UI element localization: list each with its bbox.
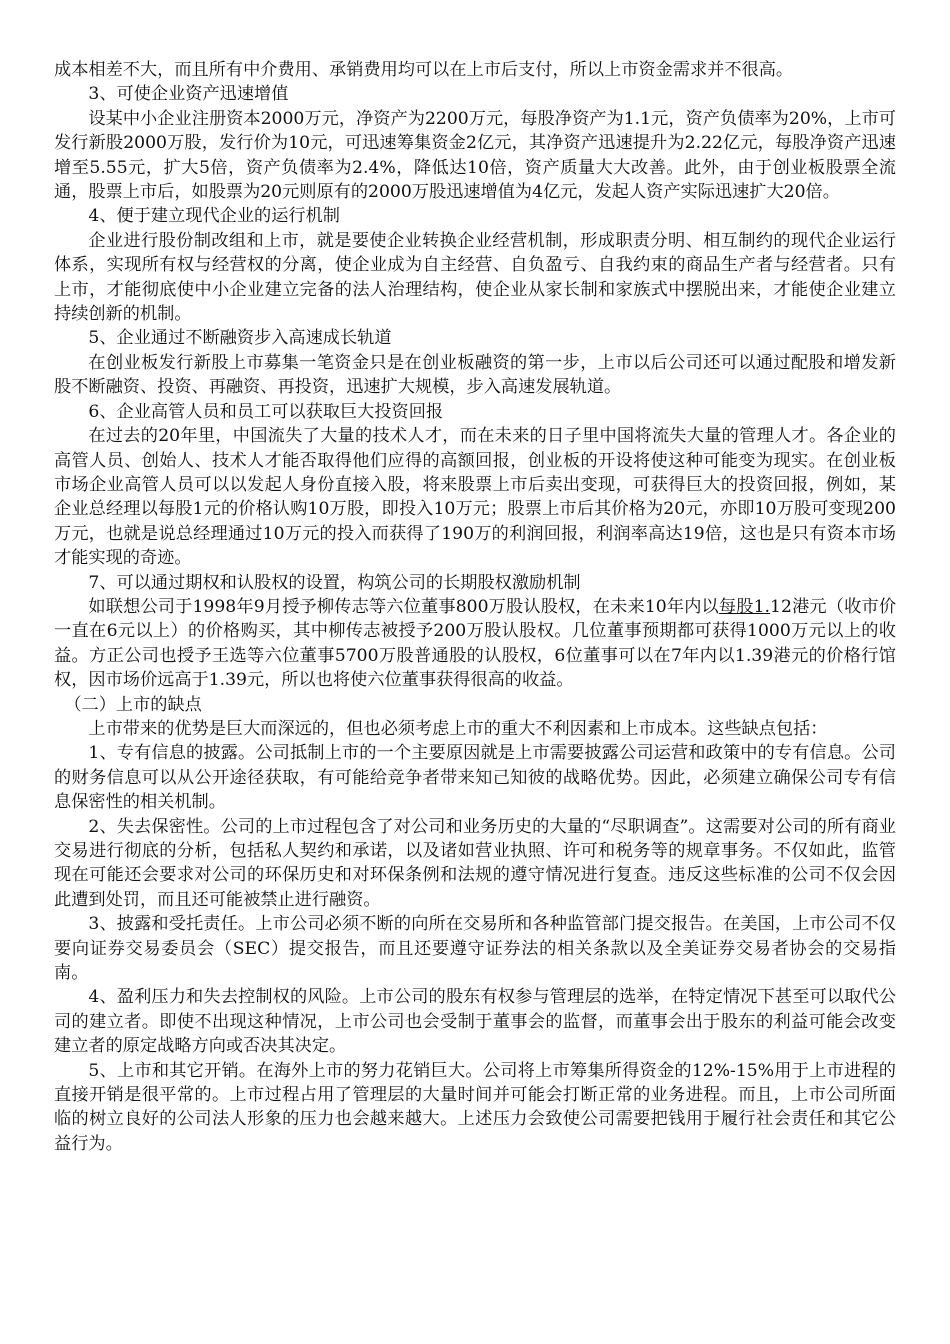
subheading-continuous-financing: 5、企业通过不断融资步入高速成长轨道: [88, 328, 392, 349]
paragraph-modern-enterprise: 企业进行股份制改组和上市，就是要使企业转换企业经营机制，形成职责分明、相互制约的现代企业运行体系，实现所有权与经营权的分离，使企业成为自主经营、自负盈亏、自我约束的商品生产者与经营者。只有上市，才能彻底使中小企业建立完备的法人治理结构，使企业从家长制和家族式中摆脱出来，才能使企业建立持续创新的机制。: [54, 230, 896, 325]
subheading-asset-appreciation: 3、可使企业资产迅速增值: [88, 84, 289, 105]
paragraph-stock-options: [54, 595, 896, 693]
stock-options-text-a: 如联想公司于1998年9月授予柳传志等六位董事800万股认股权，在未来10年内以: [88, 596, 719, 617]
section-heading-disadvantages: （二）上市的缺点: [64, 694, 202, 715]
paragraph-disadvantages-intro: 上市带来的优势是巨大而深远的，但也必须考虑上市的重大不利因素和上市成本。这些缺点包括：: [88, 718, 828, 739]
stock-options-text-b: 12港元（收市价一直在6元以上）的价格购买，其中柳传志被授予200万股认股权。几位董事预期都可获得1000万元以上的收益。方正公司也授予王选等六位董事5700万股普通股的认股权，6位董事可以在7年内以1.39港元的价格行馆权，因市场价远高于1.39元，所以也将使六位董事获得很高的收益。: [54, 596, 897, 691]
subheading-modern-enterprise: 4、便于建立现代企业的运行机制: [88, 206, 340, 227]
paragraph-confidentiality: 2、失去保密性。公司的上市过程包含了对公司和业务历史的大量的“尽职调查”。这需要对公司的所有商业交易进行彻底的分析，包括私人契约和承诺，以及诸如营业执照、许可和税务等的规章事务。不仅如此，监管现在可能还会要求对公司的环保历史和对环保条例和法规的遵守情况进行复查。违反这些标准的公司不仅会因此遭到处罚，而且还可能被禁止进行融资。: [54, 816, 896, 910]
paragraph-disclosure: 1、专有信息的披露。公司抵制上市的一个主要原因就是上市需要披露公司运营和政策中的专有信息。公司的财务信息可以从公开途径获取，有可能给竞争者带来知己知彼的战略优势。因此，必须建立确保公司专有信息保密性的相关机制。: [54, 743, 896, 813]
paragraph-continuous-financing: 在创业板发行新股上市募集一笔资金只是在创业板融资的第一步，上市以后公司还可以通过配股和增发新股不断融资、投资、再融资、再投资，迅速扩大规模，步入高速发展轨道。: [54, 352, 896, 398]
paragraph-asset-appreciation: 设某中小企业注册资本2000万元，净资产为2200万元，每股净资产为1.1元，资产负债率为20%，上市可发行新股2000万股，发行价为10元，可迅速筹集资金2亿元，其净资产迅速提升为2.22亿元，每股净资产迅速增至5.55元，扩大5倍，资产负债率为2.4%，降低达10倍，资产质量大大改善。此外，由于创业板股票全流通，股票上市后，如股票为20元则原有的2000万股迅速增值为4亿元，发起人资产实际迅速扩大20倍。: [54, 108, 896, 203]
paragraph-listing-costs: 5、上市和其它开销。在海外上市的努力花销巨大。公司将上市筹集所得资金的12%-15%用于上市进程的直接开销是很平常的。上市过程占用了管理层的大量时间并可能会打断正常的业务进程。而且，上市公司所面临的树立良好的公司法人形象的压力也会越来越大。上述压力会致使公司需要把钱用于履行社会责任和其它公益行为。: [54, 1060, 896, 1154]
paragraph-investment-return: 在过去的20年里，中国流失了大量的技术人才，而在未来的日子里中国将流失大量的管理人才。各企业的高管人员、创始人、技术人才能否取得他们应得的高额回报，创业板的开设将使这种可能变为现实。在创业板市场企业高管人员可以以发起人身份直接入股，将来股票上市后卖出变现，可获得巨大的投资回报，例如，某企业总经理以每股1元的价格认购10万股，即投入10万元；股票上市后其价格为20元，亦即10万股可变现200万元，也就是说总经理通过10万元的投入而获得了190万的利润回报，利润率高达19倍，这也是只有资本市场才能实现的奇迹。: [54, 426, 896, 569]
subheading-investment-return: 6、企业高管人员和员工可以获取巨大投资回报: [88, 401, 444, 422]
paragraph-continuation: 成本相差不大，而且所有中介费用、承销费用均可以在上市后支付，所以上市资金需求并不很高。: [54, 60, 794, 80]
stock-options-underlined: 每股1.: [718, 596, 771, 617]
subheading-stock-options: 7、可以通过期权和认股权的设置，构筑公司的长期股权激励机制: [88, 572, 581, 593]
paragraph-fiduciary: 3、披露和受托责任。上市公司必须不断的向所在交易所和各种监管部门提交报告。在美国，上市公司不仅要向证券交易委员会（SEC）提交报告，而且还要遵守证券法的相关条款以及全美证券交易者协会的交易指南。: [54, 914, 896, 984]
paragraph-profit-pressure: 4、盈利压力和失去控制权的风险。上市公司的股东有权参与管理层的选举，在特定情况下甚至可以取代公司的建立者。即使不出现这种情况，上市公司也会受制于董事会的监督，而董事会出于股东的利益可能会改变建立者的原定战略方向或否决其决定。: [54, 987, 896, 1057]
